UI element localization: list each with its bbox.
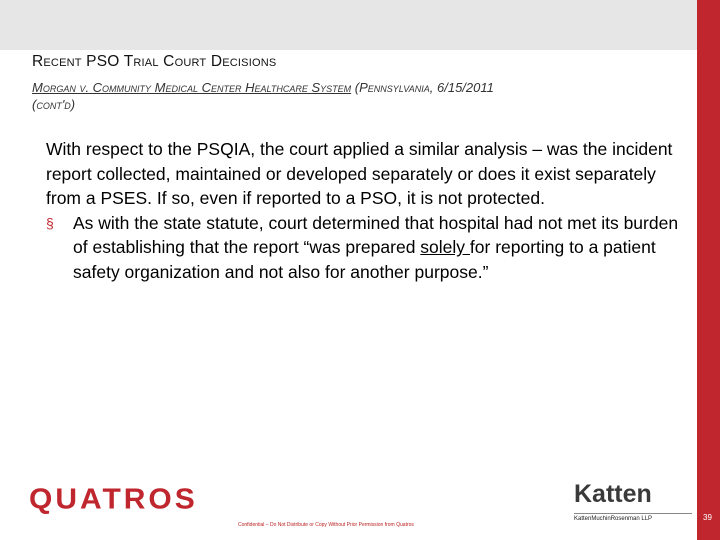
bullet-marker: § xyxy=(46,214,54,231)
katten-logo xyxy=(574,480,692,522)
case-name: Morgan v. Community Medical Center Healthcare System xyxy=(32,80,352,95)
continued-label: (cont'd) xyxy=(32,97,76,112)
case-detail: (Pennsylvania, 6/15/2011 xyxy=(351,80,494,95)
body-paragraph: With respect to the PSQIA, the court applied a similar analysis – was the incident report collected, maintained or developed separately or does it exist separately from a PSES. If so, even if reported to a PSO, it is not protected. xyxy=(46,139,673,209)
quatros-logo: QUATROS xyxy=(29,483,198,516)
katten-logo-main: Katten xyxy=(574,480,652,508)
header-band xyxy=(0,0,697,50)
page-number: 39 xyxy=(703,513,712,522)
confidential-note: Confidential – Do Not Distribute or Copy Without Prior Permission from Quatros xyxy=(238,522,414,528)
bullet-underlined-word: solely xyxy=(420,237,470,258)
bullet-text-after: for reporting to a patient safety organization and not also for another purpose.” xyxy=(73,237,656,282)
slide-subtitle xyxy=(32,79,682,113)
bullet-item xyxy=(46,211,691,285)
slide-title: Recent PSO Trial Court Decisions xyxy=(32,53,277,70)
bullet-text-before: As with the state statute, court determined that hospital had not met its burden of establishing that the report “was prepared xyxy=(73,212,679,258)
slide-body xyxy=(46,137,691,285)
katten-logo-sub: KattenMuchinRosenman LLP xyxy=(574,513,692,522)
accent-sidebar xyxy=(697,0,720,540)
